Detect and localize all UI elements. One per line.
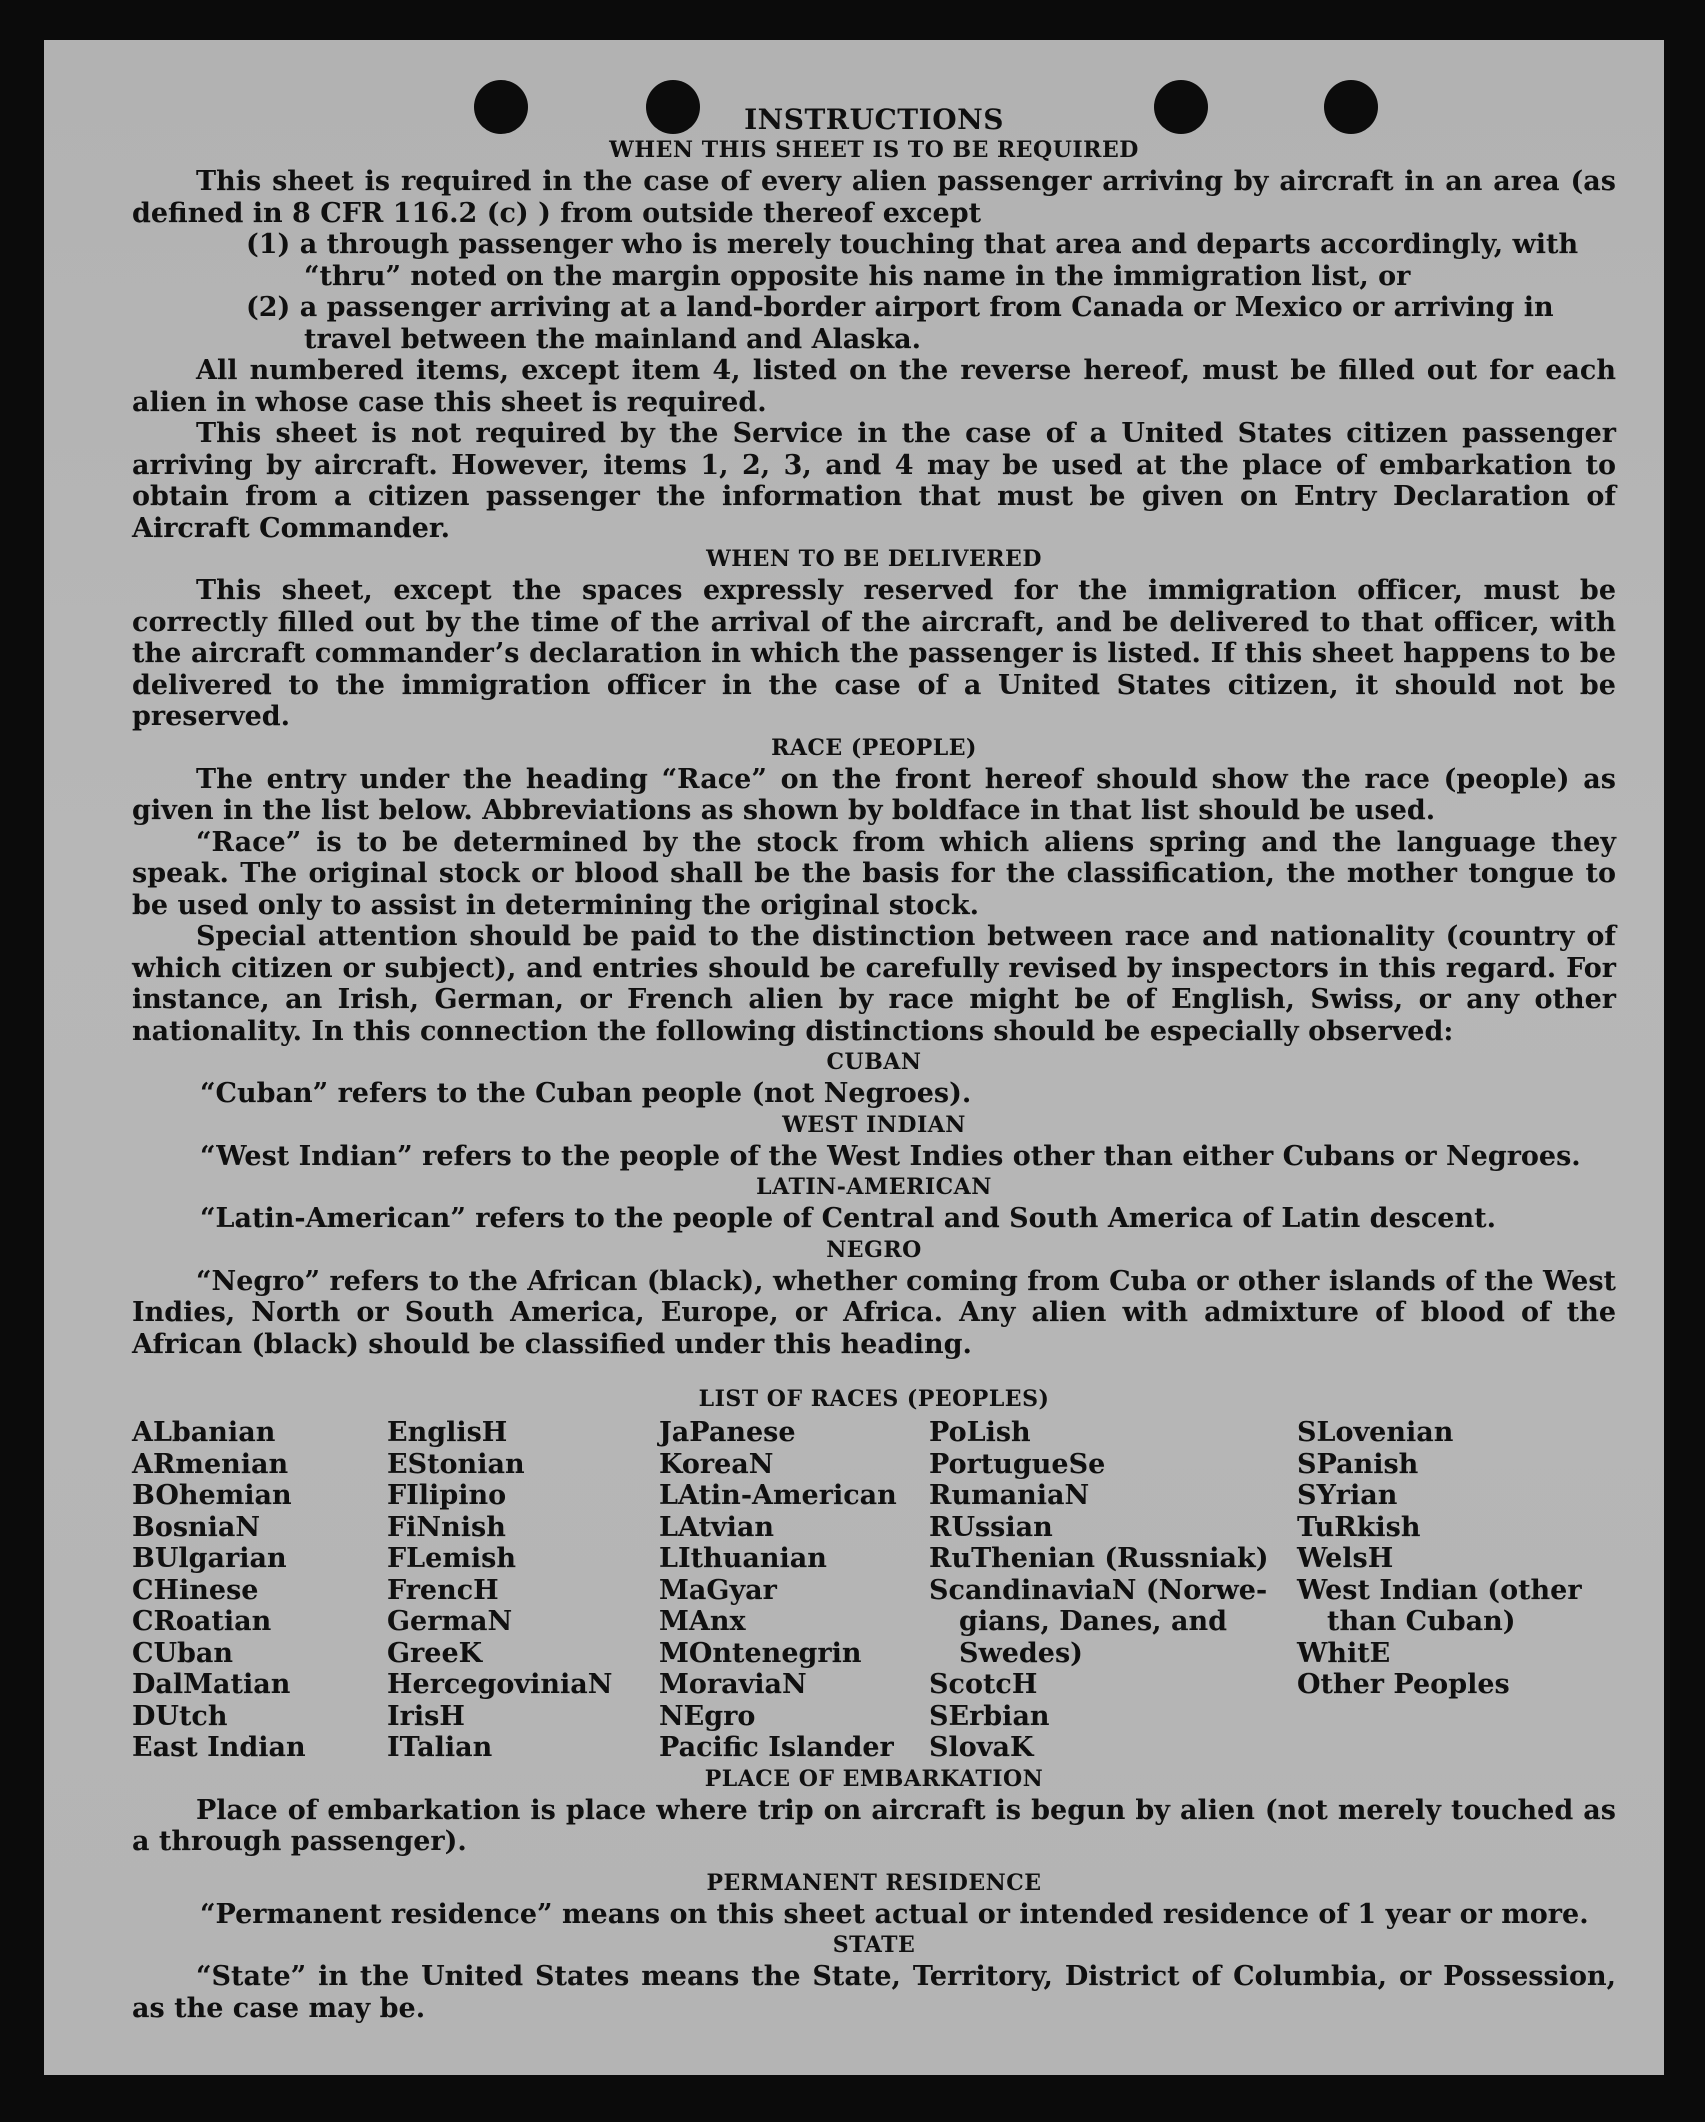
race-entry: MAnx	[659, 1606, 746, 1637]
race-entry: GermaN	[387, 1606, 513, 1637]
paragraph-race-1: The entry under the heading “Race” on the front hereof should show the race (people) as given in the list below. Abbreviations as shown by boldface in that list should be used.	[132, 763, 1616, 826]
paragraph-numbered-items: All numbered items, except item 4, listed on the reverse hereof, must be filled out for each alien in whose case this sheet is required.	[132, 355, 1616, 418]
race-entry: SPanish	[1297, 1448, 1419, 1480]
race-entry: ScotcH	[929, 1669, 1038, 1700]
definition-west-indian: “West Indian” refers to the people of the West Indies other than either Cubans or Negroes.	[200, 1140, 1581, 1172]
instruction-sheet	[44, 40, 1664, 2075]
heading-latin-american: LATIN-AMERICAN	[756, 1174, 992, 1200]
race-entry: Swedes)	[959, 1637, 1083, 1669]
race-entry: BUlgarian	[132, 1543, 287, 1574]
race-entry: JaPanese	[659, 1417, 796, 1448]
race-column-4	[929, 1417, 1297, 1764]
race-entry: GreeK	[387, 1637, 483, 1669]
heading-place-of-embarkation: PLACE OF EMBARKATION	[704, 1765, 1044, 1792]
paragraph-not-required: This sheet is not required by the Service in the case of a United States citizen passenger arriving by aircraft. However, items 1, 2, 3, and 4 may be used at the place of embarkation to obtain from a citizen passenger the information that must be given on Entry Declaration of Aircraft Commander.	[132, 418, 1616, 544]
race-entry: SLovenian	[1297, 1417, 1454, 1448]
race-entry: SYrian	[1297, 1480, 1398, 1511]
race-entry: WelsH	[1297, 1543, 1394, 1574]
race-entry: NEgro	[659, 1700, 756, 1732]
paragraph-race-3: Special attention should be paid to the distinction between race and nationality (country of which citizen or subject), and entries should be carefully revised by inspectors in this regard. For instance, an Irish, German, or French alien by race might be of English, Swiss, or any other nationality. In this connection the following distinctions should be especially observed:	[132, 921, 1616, 1047]
paragraph-delivered: This sheet, except the spaces expressly reserved for the immigration officer, must be correctly filled out by the time of the arrival of the aircraft, and be delivered to that officer, with the aircraft commander’s declaration in which the passenger is listed. If this sheet happens to be delivered to the immigration officer in the case of a United States citizen, it should not be preserved.	[132, 575, 1616, 732]
definition-latin-american: “Latin-American” refers to the people of Central and South America of Latin descent.	[200, 1203, 1496, 1234]
race-entry: CRoatian	[132, 1606, 272, 1637]
race-column-5	[1297, 1417, 1597, 1764]
race-entry: WhitE	[1297, 1637, 1391, 1669]
heading-cuban: CUBAN	[826, 1049, 922, 1075]
heading-state: STATE	[832, 1932, 916, 1958]
race-entry: EStonian	[387, 1448, 525, 1480]
race-entry: DUtch	[132, 1700, 228, 1732]
race-entry: DalMatian	[132, 1669, 291, 1700]
paragraph-embarkation: Place of embarkation is place where trip on aircraft is begun by alien (not merely touched as a through passenger).	[132, 1794, 1616, 1857]
race-entry: West Indian (other	[1297, 1574, 1582, 1606]
race-entry: ITalian	[387, 1732, 493, 1763]
race-entry: BOhemian	[132, 1480, 292, 1511]
exception-item-1: (1) a through passenger who is merely touching that area and departs accordingly, with “thru” noted on the margin opposite his name in the immigration list, or	[246, 229, 1579, 292]
exception-item-2: (2) a passenger arriving at a land-border airport from Canada or Mexico or arriving in travel between the mainland and Alaska.	[246, 292, 1554, 355]
paragraph-state: “State” in the United States means the State, Territory, District of Columbia, or Possession, as the case may be.	[132, 1961, 1616, 2024]
race-entry: BosniaN	[132, 1511, 261, 1543]
race-entry: East Indian	[132, 1732, 306, 1763]
race-entry: MaGyar	[659, 1574, 777, 1606]
race-entry: TuRkish	[1297, 1511, 1421, 1543]
heading-west-indian: WEST INDIAN	[782, 1111, 966, 1138]
heading-list-of-races: LIST OF RACES (PEOPLES)	[698, 1386, 1050, 1412]
race-entry: CUban	[132, 1637, 234, 1669]
race-entry: SlovaK	[929, 1732, 1034, 1763]
race-entry: LAtin-American	[659, 1480, 897, 1511]
heading-permanent-residence: PERMANENT RESIDENCE	[706, 1869, 1042, 1896]
race-entry: FIlipino	[387, 1480, 507, 1511]
race-entry: FrencH	[387, 1574, 499, 1606]
race-entry: Other Peoples	[1297, 1669, 1510, 1700]
race-entry: LIthuanian	[659, 1543, 827, 1574]
race-entry: ARmenian	[132, 1448, 289, 1480]
race-entry: MOntenegrin	[659, 1637, 862, 1669]
paragraph-required-intro: This sheet is required in the case of every alien passenger arriving by aircraft in an area (as defined in 8 CFR 116.2 (c) ) from outside thereof except	[132, 166, 1616, 229]
race-entry: HercegoviniaN	[387, 1669, 613, 1700]
race-column-2	[387, 1417, 659, 1764]
definition-negro: “Negro” refers to the African (black), whether coming from Cuba or other islands of the West Indies, North or South America, Europe, or Africa. Any alien with admixture of blood of the African (black) should be classified under this heading.	[132, 1265, 1616, 1360]
race-entry: RumaniaN	[929, 1480, 1090, 1511]
race-entry: FLemish	[387, 1543, 516, 1574]
race-entry: LAtvian	[659, 1511, 775, 1543]
heading-race: RACE (PEOPLE)	[771, 734, 977, 761]
race-entry: KoreaN	[659, 1448, 774, 1480]
definition-cuban: “Cuban” refers to the Cuban people (not Negroes).	[200, 1078, 972, 1109]
race-entry: CHinese	[132, 1574, 259, 1606]
page-title: INSTRUCTIONS	[744, 103, 1004, 136]
race-entry: MoraviaN	[659, 1669, 807, 1700]
race-entry: ALbanian	[132, 1417, 276, 1448]
race-entry: RUssian	[929, 1511, 1053, 1543]
race-entry: gians, Danes, and	[959, 1606, 1227, 1637]
race-entry: SErbian	[929, 1700, 1050, 1732]
heading-when-required: WHEN THIS SHEET IS TO BE REQUIRED	[609, 137, 1139, 163]
race-column-3	[659, 1417, 929, 1764]
race-entry: EnglisH	[387, 1417, 508, 1448]
race-entry: FiNnish	[387, 1511, 506, 1543]
paragraph-permanent-residence: “Permanent residence” means on this sheet actual or intended residence of 1 year or more.	[200, 1898, 1589, 1930]
race-entry: RuThenian (Russniak)	[929, 1543, 1269, 1574]
instructions-content	[132, 104, 1616, 2024]
race-entry: PortugueSe	[929, 1448, 1106, 1480]
race-entry: ScandinaviaN (Norwe-	[929, 1574, 1268, 1606]
race-entry: Pacific Islander	[659, 1732, 894, 1763]
race-list	[132, 1417, 1616, 1764]
heading-when-delivered: WHEN TO BE DELIVERED	[706, 546, 1042, 572]
heading-negro: NEGRO	[826, 1236, 922, 1263]
race-entry: IrisH	[387, 1700, 465, 1732]
race-entry: PoLish	[929, 1417, 1031, 1448]
race-column-1	[132, 1417, 387, 1764]
race-entry: than Cuban)	[1327, 1606, 1516, 1637]
paragraph-race-2: “Race” is to be determined by the stock from which aliens spring and the language they speak. The original stock or blood shall be the basis for the classification, the mother tongue to be used only to assist in determining the original stock.	[132, 826, 1616, 921]
